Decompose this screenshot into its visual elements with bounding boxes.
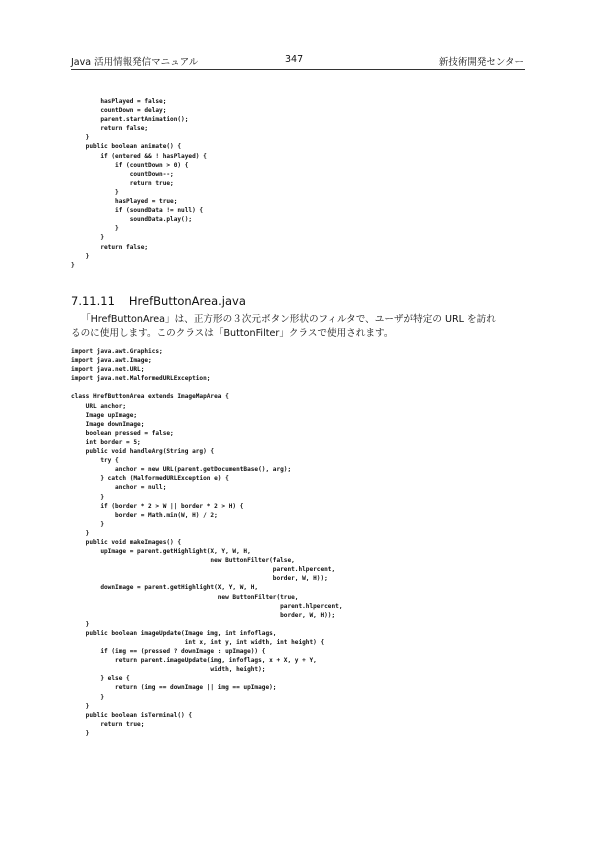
page-header bbox=[71, 52, 524, 70]
code-listing-hrefbuttonarea: import java.awt.Graphics; import java.awt.Image; import java.net.URL; import java.net.MalformedURLException; class HrefButtonArea extends ImageMapArea { URL anchor; Image upImage; Image downImage; boolean pressed = false; int border = 5; public void handleArg(String arg) { try { anchor = new URL(parent.getDocumentBase(), arg); } catch (MalformedURLException e) { anchor = null; } if (border * 2 > W || border * 2 > H) { border = Math.min(W, H) / 2; } } public void makeImages() { upImage = parent.getHighlight(X, Y, W, H, new ButtonFilter(false, parent.hlpercent, border, W, H)); downImage = parent.getHighlight(X, Y, W, H, new ButtonFilter(true, parent.hlpercent, border, W, H)); } public boolean imageUpdate(Image img, int infoflags, int x, int y, int width, int height) { if (img == (pressed ? downImage : upImage)) { return parent.imageUpdate(img, infoflags, x + X, y + Y, width, height); } else { return (img == downImage || img == upImage); } } public boolean isTerminal() { return true; } bbox=[71, 348, 343, 737]
header-page-number: 347 bbox=[285, 54, 304, 65]
header-manual-title: Java 活用情報発信マニュアル bbox=[71, 57, 199, 68]
section-heading bbox=[71, 294, 246, 308]
section-title: HrefButtonArea.java bbox=[128, 294, 246, 308]
description-line-1: 「HrefButtonArea」は、正方形の３次元ボタン形状のフィルタで、ユーザが特定の URL を訪れ bbox=[81, 314, 496, 325]
section-description bbox=[71, 313, 526, 341]
header-organization: 新技術開発センター bbox=[438, 57, 524, 68]
header-divider bbox=[71, 69, 525, 70]
description-line-2: るのに使用します。このクラスは「ButtonFilter」クラスで使用されます。 bbox=[71, 328, 394, 339]
code-listing-continued: hasPlayed = false; countDown = delay; parent.startAnimation(); return false; } public boolean animate() { if (entered && ! hasPlayed) { if (countDown > 0) { countDown--; return true; } hasPlayed = true; if (soundData != null) { soundData.play(); } } return false; } } bbox=[71, 98, 207, 269]
section-number: 7.11.11 bbox=[71, 294, 115, 308]
